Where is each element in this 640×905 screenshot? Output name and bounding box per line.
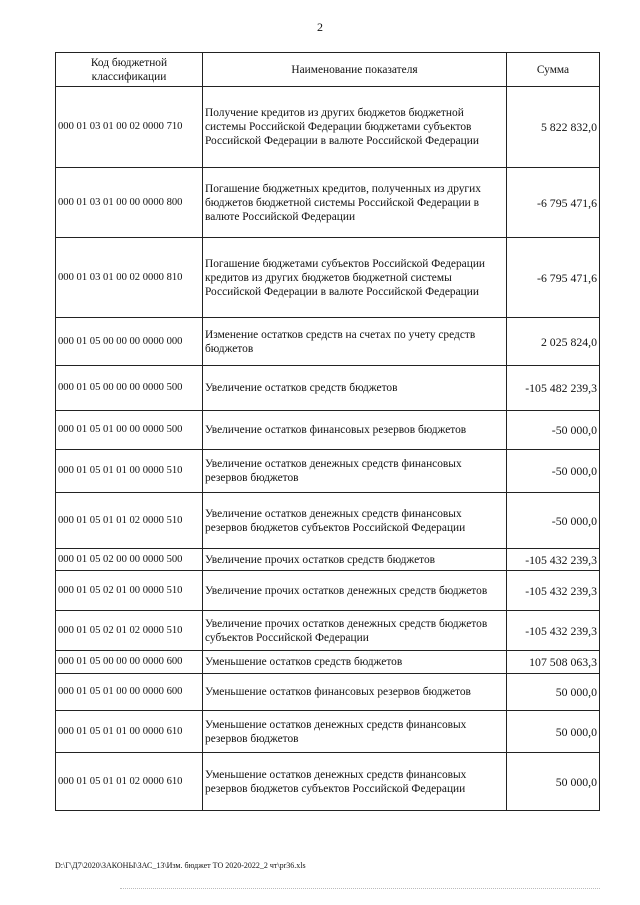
cell-sum: 5 822 832,0 (507, 87, 600, 168)
cell-sum: -105 432 239,3 (507, 549, 600, 571)
cell-name: Увеличение остатков денежных средств финансовых резервов бюджетов (203, 450, 507, 493)
table-row (56, 753, 600, 811)
cell-name: Уменьшение остатков средств бюджетов (203, 651, 507, 674)
page-number: 2 (317, 20, 323, 34)
cell-code: 000 01 05 00 00 00 0000 000 (56, 318, 203, 366)
cell-code: 000 01 05 01 01 00 0000 510 (56, 450, 203, 493)
cell-name: Погашение бюджетами субъектов Российской Федерации кредитов из других бюджетов бюджетной системы Российской Федерации в валюте Российской Федерации (203, 238, 507, 318)
cell-name: Уменьшение остатков денежных средств финансовых резервов бюджетов (203, 711, 507, 753)
cell-name: Погашение бюджетных кредитов, полученных из других бюджетов бюджетной системы Российской Федерации в валюте Российской Федерации (203, 168, 507, 238)
cell-code: 000 01 05 01 01 02 0000 510 (56, 493, 203, 549)
cell-name: Увеличение прочих остатков денежных средств бюджетов субъектов Российской Федерации (203, 611, 507, 651)
budget-table (55, 52, 600, 811)
cell-code: 000 01 05 02 01 00 0000 510 (56, 571, 203, 611)
cell-code: 000 01 05 01 00 00 0000 500 (56, 411, 203, 450)
table-row (56, 711, 600, 753)
table-header-row (56, 53, 600, 87)
table-row (56, 571, 600, 611)
cell-code: 000 01 03 01 00 00 0000 800 (56, 168, 203, 238)
cell-name: Увеличение прочих остатков денежных средств бюджетов (203, 571, 507, 611)
cell-sum: -105 432 239,3 (507, 611, 600, 651)
cell-sum: -50 000,0 (507, 493, 600, 549)
header-code: Код бюджетной классификации (56, 53, 203, 87)
cell-code: 000 01 05 00 00 00 0000 600 (56, 651, 203, 674)
cell-code: 000 01 05 02 01 02 0000 510 (56, 611, 203, 651)
cell-sum: -6 795 471,6 (507, 168, 600, 238)
cell-sum: 2 025 824,0 (507, 318, 600, 366)
header-name: Наименование показателя (203, 53, 507, 87)
cell-name: Изменение остатков средств на счетах по учету средств бюджетов (203, 318, 507, 366)
cell-sum: 50 000,0 (507, 674, 600, 711)
cell-name: Получение кредитов из других бюджетов бюджетной системы Российской Федерации бюджетами субъектов Российской Федерации в валюте Российской Федерации (203, 87, 507, 168)
cell-sum: -6 795 471,6 (507, 238, 600, 318)
table-row (56, 549, 600, 571)
cell-sum: -50 000,0 (507, 411, 600, 450)
table-row (56, 168, 600, 238)
cell-code: 000 01 05 00 00 00 0000 500 (56, 366, 203, 411)
cell-name: Увеличение остатков финансовых резервов бюджетов (203, 411, 507, 450)
scan-artifact-line (120, 888, 600, 889)
table-row (56, 87, 600, 168)
cell-sum: -50 000,0 (507, 450, 600, 493)
table-row (56, 450, 600, 493)
cell-name: Увеличение прочих остатков средств бюджетов (203, 549, 507, 571)
table-row (56, 318, 600, 366)
table-row (56, 366, 600, 411)
cell-code: 000 01 05 01 01 02 0000 610 (56, 753, 203, 811)
file-path-footer: D:\Г\Д7\2020\ЗАКОНЫ\ЗАС_13\Изм. бюджет ТО 2020-2022_2 чт\pr36.xls (55, 861, 306, 870)
cell-code: 000 01 03 01 00 02 0000 710 (56, 87, 203, 168)
cell-name: Уменьшение остатков денежных средств финансовых резервов бюджетов субъектов Российской Федерации (203, 753, 507, 811)
table-row (56, 411, 600, 450)
cell-code: 000 01 05 01 01 00 0000 610 (56, 711, 203, 753)
cell-code: 000 01 05 02 00 00 0000 500 (56, 549, 203, 571)
table-row (56, 651, 600, 674)
cell-sum: 107 508 063,3 (507, 651, 600, 674)
cell-name: Увеличение остатков денежных средств финансовых резервов бюджетов субъектов Российской Федерации (203, 493, 507, 549)
cell-name: Увеличение остатков средств бюджетов (203, 366, 507, 411)
cell-sum: 50 000,0 (507, 711, 600, 753)
table-row (56, 238, 600, 318)
cell-name: Уменьшение остатков финансовых резервов бюджетов (203, 674, 507, 711)
table-row (56, 611, 600, 651)
table-row (56, 493, 600, 549)
cell-code: 000 01 03 01 00 02 0000 810 (56, 238, 203, 318)
cell-sum: -105 432 239,3 (507, 571, 600, 611)
table-row (56, 674, 600, 711)
cell-code: 000 01 05 01 00 00 0000 600 (56, 674, 203, 711)
cell-sum: -105 482 239,3 (507, 366, 600, 411)
cell-sum: 50 000,0 (507, 753, 600, 811)
header-sum: Сумма (507, 53, 600, 87)
